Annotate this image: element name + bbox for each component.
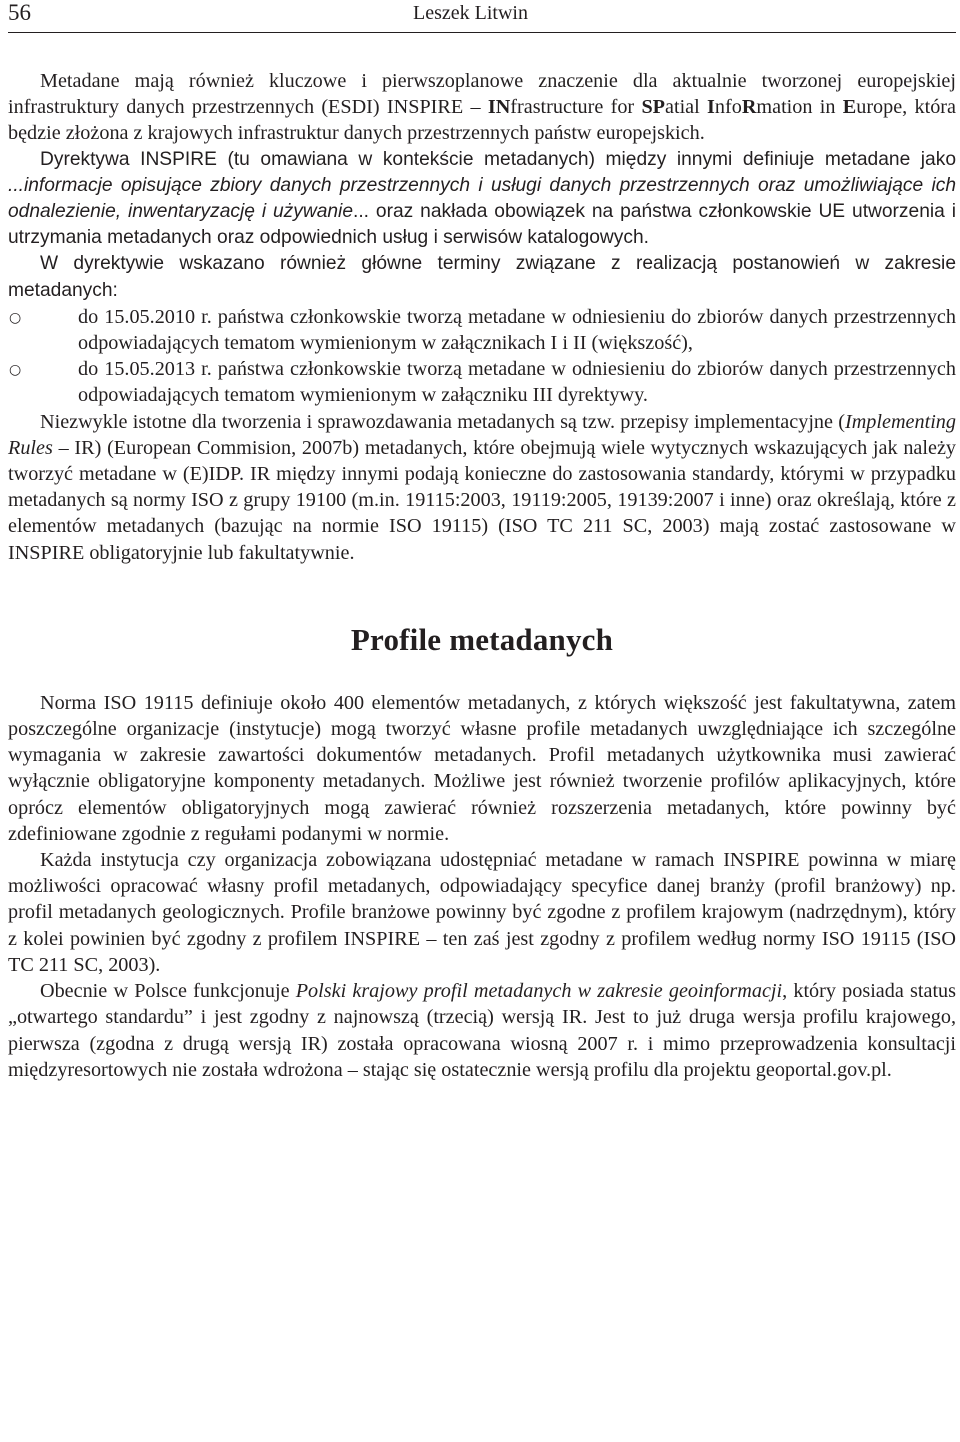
paragraph-institutions: Każda instytucja czy organizacja zobowiązana udostępniać metadane w ramach INSPIRE powinna w miarę możliwości opracować własny profil metadanych, odpowiadający specyfice danej branży (profil branżowy) np. profil metadanych geologicznych. Profile branżowe powinny być zgodne z profilem krajowym (nadrzędnym), który z kolei powinien być zgodny z profilem INSPIRE – ten zaś jest zgodny z profilem według normy ISO 19115 (ISO TC 211 SC, 2003). — [8, 849, 956, 976]
bold-letters: R — [741, 96, 757, 119]
italic-title: Polski krajowy profil metadanych w zakresie geoinformacji — [295, 980, 783, 1003]
text-span: , który posiada status „otwartego standardu” i jest zgodny z najnowszą (trzecią) wersją IR. Jest to już druga wersja profilu krajowego, pierwsza (zgodna z drugą wersją IR) została opracowana wiosną 2007 r. i mimo przeprowadzenia konsultacji międzyresortowych nie została wdrożona – stając się ostatecznie wersją profilu dla projektu geoportal.gov.pl. — [8, 980, 956, 1081]
body-text — [8, 68, 956, 1083]
author-name: Leszek Litwin — [413, 2, 528, 24]
text-span: Metadane mają również kluczowe i pierwszoplanowe znaczenie dla aktualnie tworzonej europejskiej infrastruktury danych przestrzennych (ESDI) INSPIRE – — [8, 70, 956, 119]
deadline-list — [8, 304, 956, 409]
bold-letters: IN — [487, 96, 511, 119]
paragraph-deadlines-intro: W dyrektywie wskazano również główne terminy związane z realizacją postanowień w zakresie metadanych: — [8, 253, 956, 301]
text-span: Niezwykle istotne dla tworzenia i sprawozdawania metadanych są tzw. przepisy implementacyjne ( — [40, 410, 845, 433]
text-span: mation in — [756, 96, 843, 119]
italic-term: Implementing Rules — [8, 410, 956, 459]
bold-letters: I — [707, 96, 715, 119]
running-header — [8, 0, 956, 33]
circle-bullet-icon: ○ — [9, 362, 22, 379]
list-item — [8, 356, 956, 408]
text-span: Obecnie w Polsce funkcjonuje — [40, 980, 296, 1003]
paragraph-iso-19115: Norma ISO 19115 definiuje około 400 elementów metadanych, z których większość jest fakultatywna, zatem poszczególne organizacje (instytucje) mogą tworzyć własne profile metadanych uwzględniające ich szczególne wymagania w zakresie zawartości dokumentów metadanych. Profil metadanych użytkownika musi zawierać wyłącznie obligatoryjne komponenty metadanych. Możliwe jest również tworzenie profilów aplikacyjnych, które oprócz elementów obligatoryjnych mogą zawierać również rozszerzenia metadanych, które powinny być zdefiniowane zgodnie z regułami podanymi w normie. — [8, 691, 956, 845]
text-span: – IR) (European Commision, 2007b) metadanych, które obejmują wiele wytycznych wskazujących jak należy tworzyć metadane w (E)IDP. IR między innymi podają konieczne do zastosowania standardy, którymi w przypadku metadanych są normy ISO z grupy 19100 (m.in. 19115:2003, 19119:2005, 19139:2007 i inne) oraz określają, które z elementów metadanych (bazując na normie ISO 19115) (ISO TC 211 SC, 2003) mają zostać zastosowane w INSPIRE obligatoryjnie lub fakultatywnie. — [8, 436, 956, 564]
paragraph-esdi — [8, 68, 956, 147]
text-span: frastructure for — [510, 96, 642, 119]
paragraph-implementing-rules — [8, 409, 956, 566]
list-item-text: do 15.05.2010 r. państwa członkowskie tworzą metadane w odniesieniu do zbiorów danych przestrzennych odpowiadających tematom wymienionym w załącznikach I i II (większość), — [78, 305, 956, 355]
page-number: 56 — [8, 0, 31, 25]
text-span: nfo — [714, 96, 742, 119]
text-span: urope, która będzie złożona z krajowych infrastruktur danych przestrzennych państw europejskich. — [8, 96, 956, 145]
section-title: Profile metadanych — [350, 621, 614, 657]
italic-quote: ...informacje opisujące zbiory danych przestrzennych i usługi danych przestrzennych oraz umożliwiające ich odnalezienie, inwentaryzację i używanie — [8, 174, 956, 223]
text-span: atial — [665, 96, 708, 119]
paragraph-inspire-definition — [8, 147, 956, 252]
circle-bullet-icon: ○ — [9, 309, 22, 326]
list-item-text: do 15.05.2013 r. państwa członkowskie tworzą metadane w odniesieniu do zbiorów danych przestrzennych odpowiadających tematom wymienionym w załączniku III dyrektywy. — [78, 358, 956, 407]
paragraph-polish-profile — [8, 978, 956, 1083]
text-span: ... oraz nakłada obowiązek na państwa członkowskie UE utworzenia i utrzymania metadanych oraz odpowiednich usług i serwisów katalogowych. — [8, 201, 956, 249]
list-item — [8, 304, 956, 356]
bold-letters: E — [842, 96, 857, 119]
document-page — [8, 0, 956, 1083]
text-span: Dyrektywa INSPIRE (tu omawiana w kontekście metadanych) między innymi definiuje metadane jako — [40, 148, 956, 170]
bold-letters: SP — [641, 96, 665, 119]
